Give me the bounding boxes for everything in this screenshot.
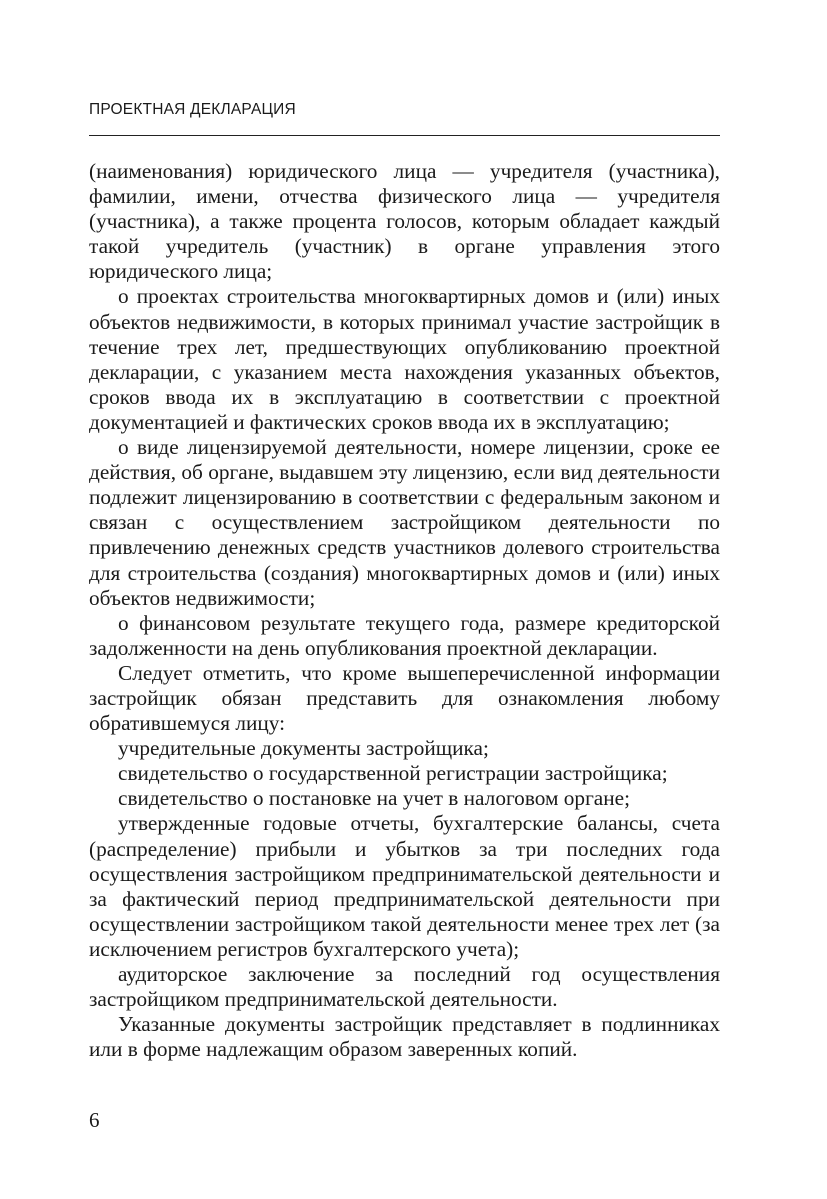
header-divider <box>89 135 720 136</box>
paragraph-continuation: (наименования) юридического лица — учредителя (участника), фамилии, имени, отчества физического лица — учредителя (участника), а также процента голосов, которым обладает каждый такой учредитель (участник) в органе управления этого юридического лица; <box>89 159 720 284</box>
list-item-founding-documents: учредительные документы застройщика; <box>118 736 489 761</box>
paragraph-obligation-intro: Следует отметить, что кроме вышеперечисленной информации застройщик обязан представить для ознакомления любому обратившемуся лицу: <box>89 660 720 736</box>
list-item-tax-certificate: свидетельство о постановке на учет в налоговом органе; <box>118 786 631 811</box>
page-body <box>89 159 720 1062</box>
list-item-registration-certificate: свидетельство о государственной регистрации застройщика; <box>118 761 668 786</box>
paragraph-documents-form: Указанные документы застройщик представляет в подлинниках или в форме надлежащим образом заверенных копий. <box>89 1012 720 1062</box>
list-item-annual-reports: утвержденные годовые отчеты, бухгалтерские балансы, счета (распределение) прибыли и убытков за три последних года осуществления застройщиком предпринимательской деятельности и за фактический период предпринимательской деятельности при осуществлении застройщиком такой деятельности менее трех лет (за исключением регистров бухгалтерского учета); <box>89 811 720 961</box>
paragraph-financial-result: о финансовом результате текущего года, размере кредиторской задолженности на день опубликования проектной декларации. <box>89 610 720 660</box>
page-number: 6 <box>89 1108 100 1132</box>
running-header: ПРОЕКТНАЯ ДЕКЛАРАЦИЯ <box>89 101 296 118</box>
paragraph-construction-projects: о проектах строительства многоквартирных домов и (или) иных объектов недвижимости, в которых принимал участие застройщик в течение трех лет, предшествующих опубликованию проектной декларации, с указанием места нахождения указанных объектов, сроков ввода их в эксплуатацию в соответствии с проектной документацией и фактических сроков ввода их в эксплуатацию; <box>89 284 720 434</box>
paragraph-license: о виде лицензируемой деятельности, номере лицензии, сроке ее действия, об органе, выдавшем эту лицензию, если вид деятельности подлежит лицензированию в соответствии с федеральным законом и связан с осуществлением застройщиком деятельности по привлечению денежных средств участников долевого строительства для строительства (создания) многоквартирных домов и (или) иных объектов недвижимости; <box>89 435 720 610</box>
list-item-audit-report: аудиторское заключение за последний год осуществления застройщиком предпринимательской деятельности. <box>89 962 720 1012</box>
